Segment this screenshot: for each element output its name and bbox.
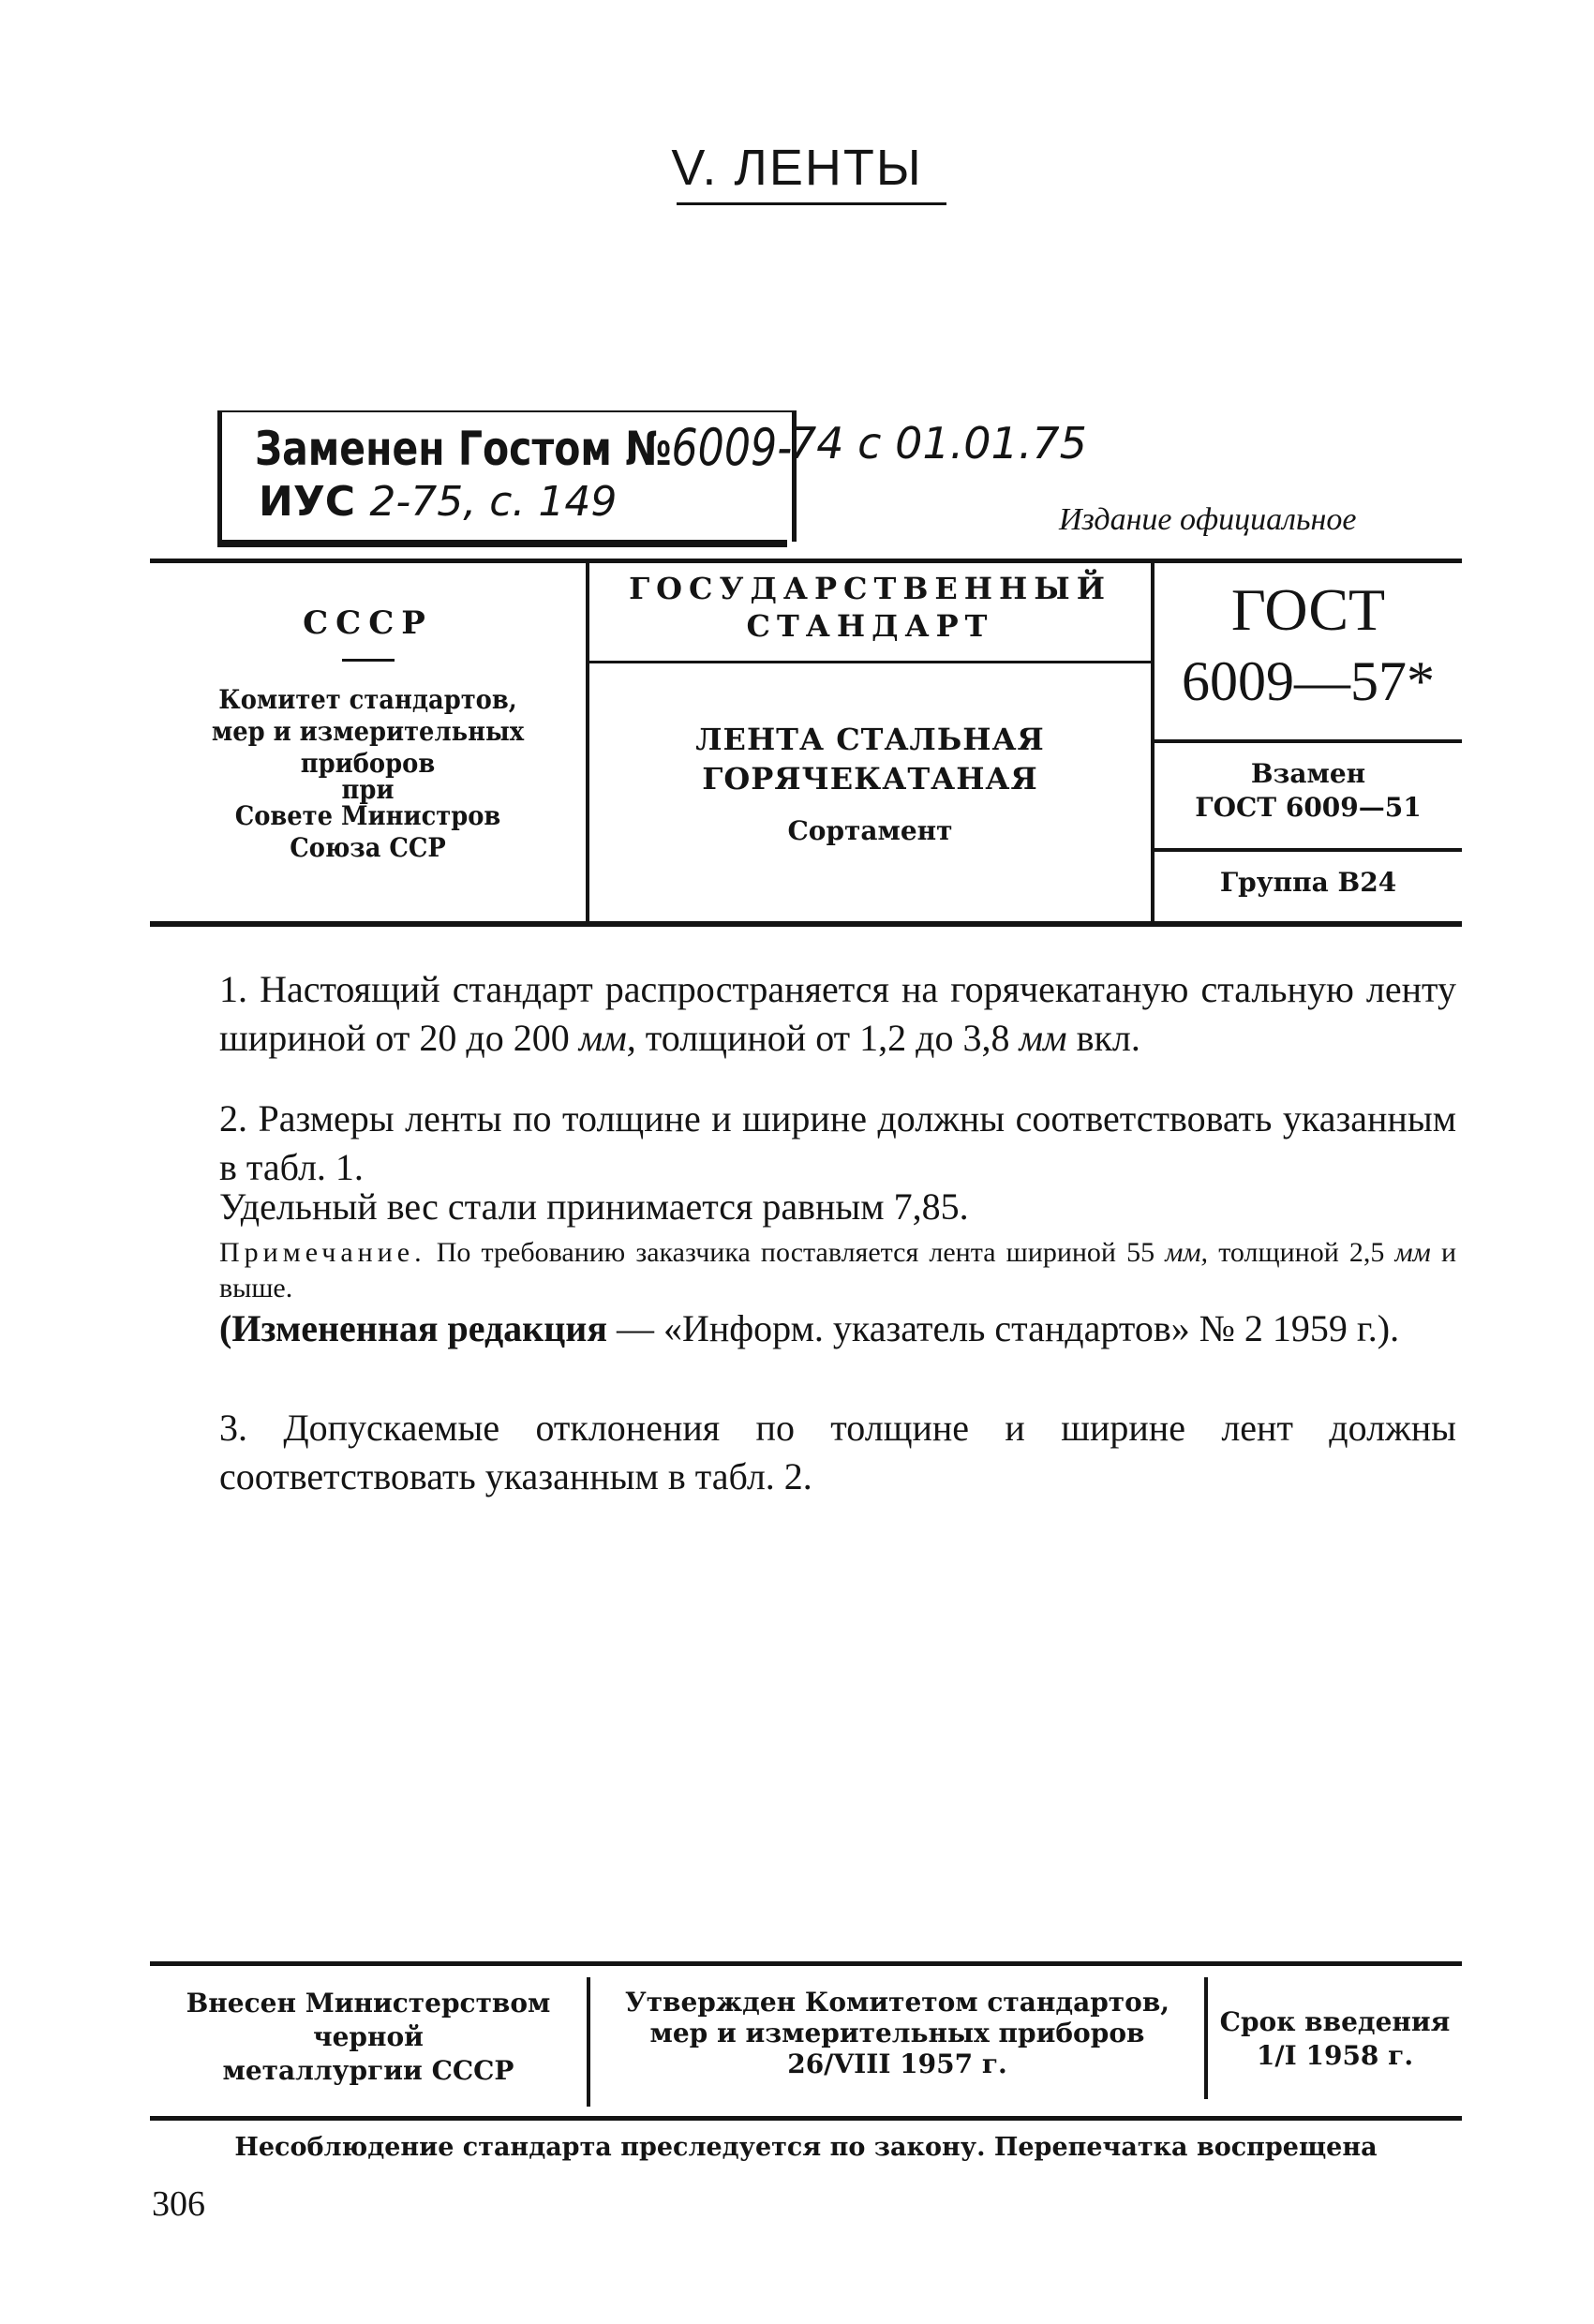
org-committee-line: Совете Министров	[234, 800, 501, 831]
unit-mm: мм	[1019, 1017, 1067, 1059]
replaces-line: ГОСТ 6009—51	[1195, 792, 1422, 823]
specific-weight-text: Удельный вес стали принимается равным 7,85.	[219, 1185, 969, 1228]
stamp-handwritten-number: 6009-	[671, 418, 793, 477]
header-rule-top	[150, 559, 1462, 563]
standard-subtitle: Сортамент	[787, 815, 953, 846]
standard-name	[589, 720, 1151, 798]
org-committee-line: мер и измерительных	[211, 716, 525, 747]
stamp-handwritten-extension: 74 с 01.01.75	[789, 418, 1087, 469]
state-standard-line: ГОСУДАРСТВЕННЫЙ	[629, 571, 1111, 606]
footer-rule-bottom	[150, 2116, 1462, 2121]
approved-by	[590, 1987, 1204, 2079]
effective-line: 1/I 1958 г.	[1256, 2040, 1414, 2071]
org-committee-line: приборов	[300, 748, 436, 779]
replacement-stamp	[217, 410, 793, 549]
org-dash	[342, 659, 395, 662]
stamp-printed-code: ИУС	[259, 478, 356, 526]
state-standard-line: СТАНДАРТ	[746, 608, 994, 644]
submitted-by	[150, 1987, 587, 2088]
header-middle-rule	[589, 661, 1152, 663]
effective-date	[1208, 2005, 1462, 2073]
paragraph-1-text-c: вкл.	[1076, 1017, 1140, 1059]
stamp-handwritten-ref: 2-75, с. 149	[369, 478, 618, 526]
paragraph-3-text: 3. Допускаемые отклонения по толщине и ширине лент должны соответствовать указанным в табл. 2.	[219, 1407, 1456, 1497]
note-text-c: и выше.	[219, 1237, 1457, 1304]
paragraph-3	[152, 1404, 1456, 1501]
effective-line: Срок введения	[1219, 2006, 1451, 2037]
org-committee-line: при	[341, 774, 395, 805]
paragraph-1	[152, 965, 1456, 1063]
note-label: Примечание.	[219, 1237, 426, 1268]
stamp-frame-bottom	[217, 540, 787, 547]
standard-name-line: ГОРЯЧЕКАТАНАЯ	[702, 761, 1038, 797]
replaces-block	[1155, 757, 1462, 825]
org-committee-line: Комитет стандартов,	[218, 684, 517, 715]
unit-mm: мм,	[1165, 1237, 1209, 1268]
org-committee	[168, 684, 569, 864]
standard-name-line: ЛЕНТА СТАЛЬНАЯ	[695, 722, 1045, 757]
header-right-rule-1	[1155, 739, 1462, 743]
gost-label: ГОСТ	[1230, 576, 1386, 643]
note-text-b: толщиной 2,5	[1218, 1237, 1385, 1268]
note-text-a: По требованию заказчика поставляется лента шириной 55	[436, 1237, 1155, 1268]
footer-rule-top	[150, 1961, 1462, 1966]
org-ussr: СССР	[303, 604, 433, 642]
state-standard-heading	[589, 570, 1151, 645]
submitted-line: Внесен Министерством	[186, 1988, 551, 2019]
paragraph-2	[152, 1095, 1456, 1192]
header-rule-bottom	[150, 921, 1462, 927]
paragraph-specific-weight	[152, 1183, 1456, 1231]
header-right-rule-2	[1155, 848, 1462, 852]
approved-line: 26/VIII 1957 г.	[787, 2048, 1007, 2079]
replaces-line: Взамен	[1250, 758, 1366, 789]
org-committee-line: Союза ССР	[290, 832, 446, 863]
unit-mm: мм,	[578, 1017, 636, 1059]
stamp-printed-prefix: Заменен Гостом №	[255, 422, 672, 476]
gost-number: 6009—57*	[1182, 650, 1435, 712]
amendment-text: — «Информ. указатель стандартов» № 2 1959 г.).	[616, 1307, 1400, 1349]
paragraph-1-text-a: 1. Настоящий стандарт распространяется на горячекатаную стальную ленту шириной от 20 до 200	[219, 968, 1456, 1059]
section-title-underline	[677, 202, 946, 205]
submitted-line: металлургии СССР	[222, 2055, 514, 2086]
submitted-line: черной	[313, 2021, 424, 2052]
note	[152, 1235, 1456, 1306]
paragraph-1-text-b: толщиной от 1,2 до 3,8	[645, 1017, 1010, 1059]
approved-line: Утвержден Комитетом стандартов,	[624, 1987, 1170, 2018]
stamp-line-2	[259, 478, 617, 526]
amendment-note	[152, 1304, 1456, 1353]
amendment-label: (Измененная редакция	[219, 1307, 607, 1349]
section-title: V. ЛЕНТЫ	[671, 140, 923, 196]
page-number: 306	[152, 2184, 205, 2224]
edition-label: Издание официальное	[1059, 502, 1357, 537]
paragraph-2-text: 2. Размеры ленты по толщине и ширине должны соответствовать указанным в табл. 1.	[219, 1097, 1456, 1188]
legal-notice: Несоблюдение стандарта преследуется по закону. Перепечатка воспрещена	[234, 2133, 1378, 2162]
unit-mm: мм	[1394, 1237, 1431, 1268]
group-label: Группа В24	[1219, 867, 1397, 898]
stamp-line-1	[255, 418, 792, 477]
approved-line: мер и измерительных приборов	[649, 2018, 1145, 2048]
